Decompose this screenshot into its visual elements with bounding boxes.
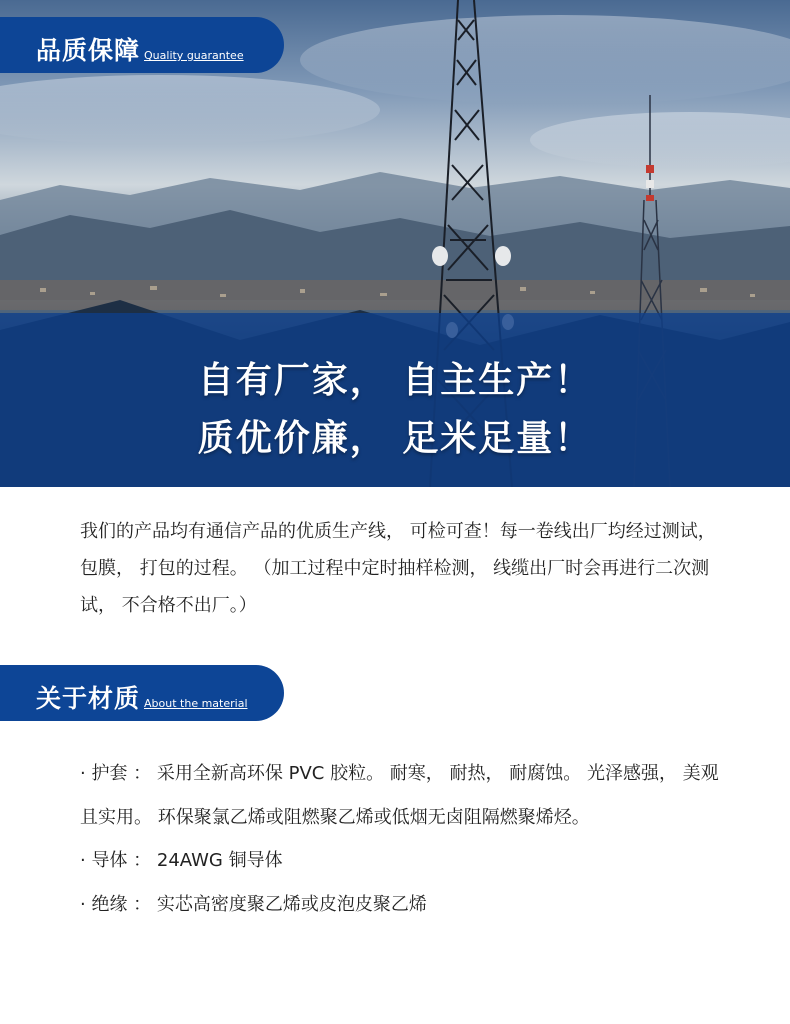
hero-photo (0, 0, 790, 487)
quality-description: 我们的产品均有通信产品的优质生产线， 可检可查！每一卷线出厂均经过测试， 包膜， 打包的过程。 （加工过程中定时抽样检测， 线缆出厂时会再进行二次测试， 不合格不出厂。） (80, 521, 716, 616)
material-item-insulation: · 绝缘 ： 实芯高密度聚乙烯或皮泡皮聚乙烯 (80, 893, 427, 915)
material-section-header (0, 665, 284, 721)
hero-slogan-line-2: 质优价廉， 足米足量！ (197, 418, 593, 459)
material-item-conductor: · 导体 ： 24AWG 铜导体 (80, 850, 283, 871)
material-spec-list (80, 752, 720, 926)
hero-slogan-line-1: 自有厂家， 自主生产！ (197, 360, 593, 401)
material-item-sheath: · 护套 ： 采用全新高环保 PVC 胶粒。 耐寒， 耐热， 耐腐蚀。 光泽感强， 美观且实用。 环保聚氯乙烯或阻燃聚乙烯或低烟无卤阻隔燃聚烯烃。 (80, 763, 719, 828)
quality-title-cn: 品质保障 (36, 36, 141, 65)
material-title-cn: 关于材质 (36, 684, 141, 713)
quality-section-header (0, 17, 284, 73)
quality-title-en: Quality guarantee (144, 49, 244, 62)
material-title-en: About the material (144, 697, 248, 710)
